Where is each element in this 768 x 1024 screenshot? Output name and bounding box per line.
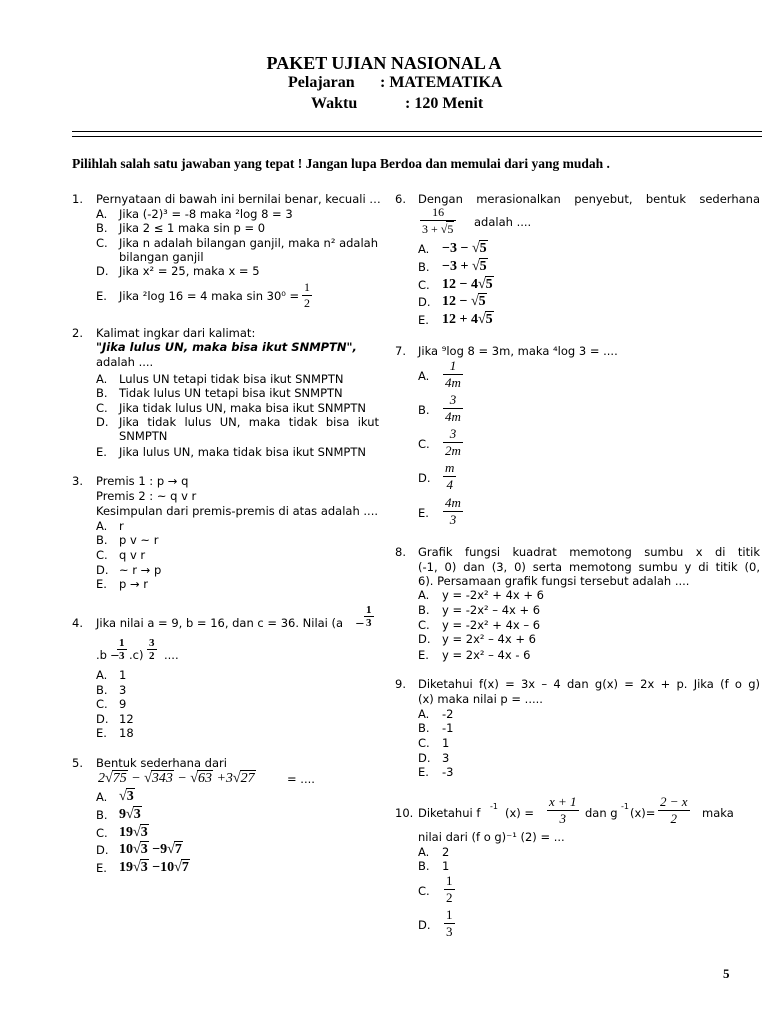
exponent-fraction xyxy=(117,637,127,662)
option-label: E. xyxy=(96,445,107,459)
question-number: 4. xyxy=(72,616,83,630)
option-label: D. xyxy=(96,712,109,726)
radical-expression: 2√75 − √343 − √63 +3√27 xyxy=(98,771,255,786)
option-math: 12 − 4√5 xyxy=(442,277,493,292)
question-stem: Pernyataan di bawah ini bernilai benar, kecuali … xyxy=(96,192,381,206)
option-math: √3 xyxy=(119,789,134,804)
option-text: 3 xyxy=(119,683,127,697)
question-stem: Jika ⁹log 8 = 3m, maka ⁴log 3 = .... xyxy=(418,344,618,358)
option-text: 1 xyxy=(442,736,450,750)
numerator: 4m xyxy=(445,495,461,510)
option-label: E. xyxy=(418,765,429,779)
option-math: −3 + √5 xyxy=(442,259,487,274)
fraction xyxy=(658,794,690,827)
fraction xyxy=(420,205,456,237)
fraction xyxy=(443,358,463,391)
stem-part: (x) = xyxy=(505,806,535,820)
option-label: A. xyxy=(418,845,430,859)
option-math: 9√3 xyxy=(119,807,141,822)
option-label: C. xyxy=(96,697,108,711)
denominator: 4m xyxy=(445,375,461,390)
option-text: Jika (-2)³ = -8 maka ²log 8 = 3 xyxy=(119,207,293,221)
option-text: 3 xyxy=(442,751,450,765)
fraction xyxy=(444,873,455,906)
premise-1: Premis 1 : p → q xyxy=(96,474,189,488)
denominator: 3 + √5 xyxy=(422,222,454,236)
fraction xyxy=(444,907,455,940)
option-text: Lulus UN tetapi tidak bisa ikut SNMPTN xyxy=(119,372,344,386)
option-label: B. xyxy=(418,403,430,417)
option-label: D. xyxy=(96,264,109,278)
time-label: Waktu xyxy=(311,95,358,112)
option-label: A. xyxy=(418,707,430,721)
option-text-cont: SNMPTN xyxy=(119,429,168,443)
option-label: B. xyxy=(418,859,430,873)
option-label: B. xyxy=(418,603,430,617)
instruction-text: Pilihlah salah satu jawaban yang tepat ! Jangan lupa Berdoa dan memulai dari yang mudah . xyxy=(72,156,610,171)
option-math: 12 + 4√5 xyxy=(442,312,493,327)
question-number: 10. xyxy=(395,806,414,820)
numerator: 1 xyxy=(446,873,453,888)
option-label: B. xyxy=(96,533,108,547)
option-label: C. xyxy=(418,736,430,750)
numerator: 2 − x xyxy=(660,794,688,809)
option-label: C. xyxy=(418,437,430,451)
option-label: D. xyxy=(96,415,109,429)
option-text: q v r xyxy=(119,548,146,562)
option-label: E. xyxy=(418,506,429,520)
stem-part: (x)= xyxy=(630,806,656,820)
denominator: 3 xyxy=(119,650,125,662)
option-label: B. xyxy=(418,721,430,735)
option-text: Jika lulus UN, maka tidak bisa ikut SNMPTN xyxy=(119,445,366,459)
numerator: 3 xyxy=(443,392,463,409)
question-line-2: nilai dari (f o g)⁻¹ (2) = ... xyxy=(418,830,565,844)
denominator: 3 xyxy=(366,617,372,629)
option-label: B. xyxy=(96,386,108,400)
option-math: 10√3 −9√7 xyxy=(119,842,182,857)
fraction xyxy=(443,495,463,528)
superscript: -1 xyxy=(490,802,498,811)
option-text: Jika n adalah bilangan ganjil, maka n² adalah xyxy=(119,236,379,250)
option-text: -1 xyxy=(442,721,454,735)
option-text: p → r xyxy=(119,577,148,591)
exam-title: PAKET UJIAN NASIONAL A xyxy=(266,53,502,73)
quoted-statement: "Jika lulus UN, maka bisa ikut SNMPTN", xyxy=(96,340,357,354)
option-text: y = -2x² – 4x + 6 xyxy=(442,603,541,617)
question-number: 9. xyxy=(395,677,406,691)
option-math: 12 − √5 xyxy=(442,294,486,309)
option-text: ~ r → p xyxy=(119,563,162,577)
option-label: E. xyxy=(96,577,107,591)
option-label: C. xyxy=(418,884,430,898)
denominator: 4 xyxy=(446,477,453,492)
fraction xyxy=(443,426,463,459)
option-text: Jika 2 ≤ 1 maka sin p = 0 xyxy=(119,221,266,235)
fraction xyxy=(443,392,463,425)
numerator: x + 1 xyxy=(549,794,577,809)
option-math: −3 − √5 xyxy=(442,241,487,256)
denominator: 3 xyxy=(446,924,453,939)
denominator: 2 xyxy=(149,650,155,662)
numerator: 3 xyxy=(443,426,463,443)
subject-value: : MATEMATIKA xyxy=(380,74,503,91)
option-label: A. xyxy=(418,242,430,256)
question-stem: Bentuk sederhana dari xyxy=(96,756,227,770)
option-text: 2 xyxy=(442,845,450,859)
option-text: y = 2x² – 4x + 6 xyxy=(442,632,536,646)
option-text: Jika x² = 25, maka x = 5 xyxy=(119,264,260,278)
option-label: D. xyxy=(418,295,431,309)
option-label: E. xyxy=(96,861,107,875)
stem-tail: .... xyxy=(164,648,179,662)
option-text: y = -2x² + 4x + 6 xyxy=(442,588,544,602)
option-label: D. xyxy=(418,632,431,646)
question-number: 1. xyxy=(72,192,83,206)
question-number: 5. xyxy=(72,756,83,770)
numerator: 1 xyxy=(119,637,125,649)
fraction xyxy=(443,460,456,493)
denominator: 4m xyxy=(445,409,461,424)
option-text: Jika ²log 16 = 4 maka sin 30⁰ = xyxy=(119,289,300,303)
option-label: B. xyxy=(418,260,430,274)
option-text: -3 xyxy=(442,765,454,779)
question-number: 3. xyxy=(72,474,83,488)
stem-part: Diketahui f xyxy=(418,806,481,820)
time-value: : 120 Menit xyxy=(405,95,484,112)
option-label: E. xyxy=(96,726,107,740)
question-stem: Kesimpulan dari premis-premis di atas adalah .... xyxy=(96,504,379,518)
header-rule-bottom xyxy=(72,136,762,137)
option-label: C. xyxy=(96,548,108,562)
option-label: D. xyxy=(96,843,109,857)
option-label: E. xyxy=(418,313,429,327)
question-line-3: 6). Persamaan grafik fungsi tersebut adalah .... xyxy=(418,574,690,588)
question-number: 2. xyxy=(72,326,83,340)
numerator: 1 xyxy=(304,280,310,294)
option-text: 1 xyxy=(119,668,127,682)
option-label: A. xyxy=(96,790,108,804)
option-label: C. xyxy=(96,826,108,840)
superscript: -1 xyxy=(621,802,629,811)
question-number: 6. xyxy=(395,192,406,206)
numerator: 1 xyxy=(366,604,372,616)
option-label: D. xyxy=(418,471,431,485)
exponent-fraction xyxy=(147,637,157,662)
option-text: y = 2x² – 4x - 6 xyxy=(442,648,531,662)
option-label: A. xyxy=(96,372,108,386)
option-label: E. xyxy=(96,289,107,303)
stem-part: maka xyxy=(702,806,734,820)
premise-2: Premis 2 : ~ q v r xyxy=(96,489,197,503)
option-text: Jika tidak lulus UN, maka bisa ikut SNMPTN xyxy=(119,401,366,415)
fraction xyxy=(547,794,579,827)
option-text: Jika tidak lulus UN, maka tidak bisa ikut xyxy=(119,415,379,429)
option-label: A. xyxy=(418,369,430,383)
numerator: m xyxy=(445,460,455,475)
option-label: C. xyxy=(418,618,430,632)
option-label: A. xyxy=(418,588,430,602)
option-text: 12 xyxy=(119,712,134,726)
option-text: p v ~ r xyxy=(119,533,159,547)
option-text: Tidak lulus UN tetapi bisa ikut SNMPTN xyxy=(119,386,343,400)
option-label: B. xyxy=(96,683,108,697)
option-label: C. xyxy=(96,236,108,250)
question-stem-cont: adalah .... xyxy=(474,215,532,229)
question-stem: Dengan merasionalkan penyebut, bentuk sederhana xyxy=(418,192,760,206)
numerator: 1 xyxy=(446,907,453,922)
numerator: 1 xyxy=(443,358,463,375)
question-stem: Kalimat ingkar dari kalimat: xyxy=(96,326,256,340)
question-line-2: (-1, 0) dan (3, 0) serta memotong sumbu y di titik (0, xyxy=(418,560,760,574)
question-stem: Jika nilai a = 9, b = 16, dan c = 36. Nilai (a xyxy=(96,616,344,630)
option-text: -2 xyxy=(442,707,454,721)
denominator: 2m xyxy=(445,443,461,458)
header-rule-top xyxy=(72,131,762,132)
question-number: 7. xyxy=(395,344,406,358)
denominator: 3 xyxy=(559,811,567,826)
option-text: 1 xyxy=(442,859,450,873)
numerator: 3 xyxy=(149,637,155,649)
option-label: C. xyxy=(96,401,108,415)
minus-sign: − xyxy=(355,616,365,630)
numerator: 16 xyxy=(420,205,456,221)
fraction xyxy=(302,280,312,311)
option-text: r xyxy=(119,519,124,533)
option-text: y = -2x² + 4x – 6 xyxy=(442,618,541,632)
option-text-cont: bilangan ganjil xyxy=(119,250,204,264)
question-line-1: Diketahui f(x) = 3x – 4 dan g(x) = 2x + p. Jika (f o g) xyxy=(418,677,760,691)
option-label: A. xyxy=(96,668,108,682)
option-label: A. xyxy=(96,519,108,533)
option-text: 9 xyxy=(119,697,127,711)
denominator: 2 xyxy=(304,296,310,310)
denominator: 2 xyxy=(446,890,453,905)
stem-part: .b xyxy=(96,648,107,662)
option-label: C. xyxy=(418,278,430,292)
question-line-2: (x) maka nilai p = ..... xyxy=(418,692,543,706)
question-stem-cont: adalah .... xyxy=(96,355,154,369)
denominator: 3 xyxy=(449,512,457,527)
option-label: A. xyxy=(96,207,108,221)
option-text: 18 xyxy=(119,726,134,740)
expression-tail: = .... xyxy=(287,772,315,786)
denominator: 2 xyxy=(670,811,678,826)
stem-part: dan g xyxy=(585,806,618,820)
stem-part: .c) xyxy=(129,648,144,662)
question-line-1: Grafik fungsi kuadrat memotong sumbu x di titik xyxy=(418,545,760,559)
page-number: 5 xyxy=(723,966,730,981)
option-label: D. xyxy=(418,918,431,932)
exponent-fraction xyxy=(364,604,374,629)
option-label: B. xyxy=(96,221,108,235)
option-math: 19√3 −10√7 xyxy=(119,860,189,875)
option-math: 19√3 xyxy=(119,825,148,840)
option-label: D. xyxy=(96,563,109,577)
subject-label: Pelajaran xyxy=(288,74,355,91)
option-label: E. xyxy=(418,648,429,662)
minus-sign: − xyxy=(110,648,120,662)
question-number: 8. xyxy=(395,545,406,559)
option-label: D. xyxy=(418,751,431,765)
option-label: B. xyxy=(96,808,108,822)
